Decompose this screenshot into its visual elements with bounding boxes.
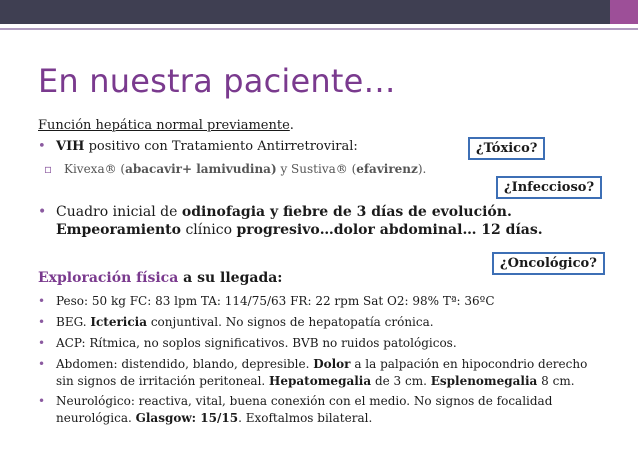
top-bar-accent <box>610 0 638 24</box>
acp-text: ACP: Rítmica, no soplos significativos. BVB no ruidos patológicos. <box>56 336 457 350</box>
abd2-d: Esplenomegalia <box>430 374 538 388</box>
neuro1-text: Neurológico: reactiva, vital, buena conexión con el medio. No signos de focalidad <box>56 394 553 408</box>
cuadro-text-e: progresivo…dolor abdominal… 12 días. <box>236 222 543 238</box>
beg-a: BEG. <box>56 315 91 329</box>
abd1-c: a la palpación en hipocondrio derecho <box>350 357 588 371</box>
vih-line <box>38 139 358 154</box>
abdomen-item-1 <box>38 357 587 371</box>
sub-text-c: y Sustiva® ( <box>276 162 357 176</box>
slide-title: En nuestra paciente… <box>38 62 396 100</box>
bullet: • <box>38 357 46 371</box>
cuadro-line-1 <box>38 204 512 220</box>
top-bar <box>0 0 638 24</box>
neuro-item-1 <box>38 394 552 408</box>
cuadro-line-2 <box>38 222 543 238</box>
sub-bullet: ▫ <box>44 162 53 176</box>
peso-item <box>38 294 495 308</box>
cuadro-text-a: Cuadro inicial de <box>56 204 182 220</box>
sub-text-a: Kivexa® ( <box>64 162 126 176</box>
abd1-a: Abdomen: distendido, blando, depresible. <box>56 357 314 371</box>
intro-line <box>38 118 294 133</box>
vih-label: VIH <box>56 139 85 154</box>
infeccioso-tag: ¿Infeccioso? <box>496 176 602 199</box>
neuro2-a: neurológica. <box>56 411 136 425</box>
peso-text: Peso: 50 kg FC: 83 lpm TA: 114/75/63 FR: 22 rpm Sat O2: 98% Tª: 36ºC <box>56 294 495 308</box>
abd2-e: 8 cm. <box>537 374 575 388</box>
acp-item <box>38 336 457 350</box>
abd2-a: sin signos de irritación peritoneal. <box>56 374 270 388</box>
beg-c: conjuntival. No signos de hepatopatía crónica. <box>147 315 434 329</box>
vih-text: positivo con Tratamiento Antirretroviral: <box>84 139 358 154</box>
bullet: • <box>38 315 46 329</box>
bullet: • <box>38 336 46 350</box>
exploracion-title: Exploración física <box>38 270 179 286</box>
abdomen-item-2 <box>38 374 575 388</box>
top-divider <box>0 28 638 30</box>
bullet: • <box>38 294 46 308</box>
cuadro-text-b: odinofagia y fiebre de 3 días de evolución. <box>181 204 512 220</box>
cuadro-text-d: clínico <box>181 222 237 238</box>
cuadro-text-c: Empeoramiento <box>56 222 181 238</box>
bullet: • <box>38 394 46 408</box>
neuro2-b: Glasgow: 15/15 <box>135 411 239 425</box>
sub-text-e: ). <box>417 162 427 176</box>
exploracion-subtitle: a su llegada: <box>178 270 283 286</box>
exploracion-heading <box>38 270 282 286</box>
intro-text: Función hepática normal previamente <box>38 118 290 133</box>
oncologico-tag: ¿Oncológico? <box>492 252 605 275</box>
sub-line <box>38 162 426 176</box>
abd1-b: Dolor <box>313 357 351 371</box>
bullet: • <box>38 139 46 154</box>
sub-drug-2: efavirenz <box>356 162 418 176</box>
abd2-c: de 3 cm. <box>371 374 431 388</box>
neuro2-c: . Exoftalmos bilateral. <box>238 411 373 425</box>
toxico-tag: ¿Tóxico? <box>468 137 545 160</box>
neuro-item-2 <box>38 411 372 425</box>
abd2-b: Hepatomegalia <box>269 374 372 388</box>
intro-end: . <box>289 118 294 133</box>
beg-item <box>38 315 434 329</box>
bullet: • <box>38 204 47 220</box>
beg-b: Ictericia <box>90 315 147 329</box>
sub-drug-1: abacavir+ lamivudina) <box>125 162 277 176</box>
